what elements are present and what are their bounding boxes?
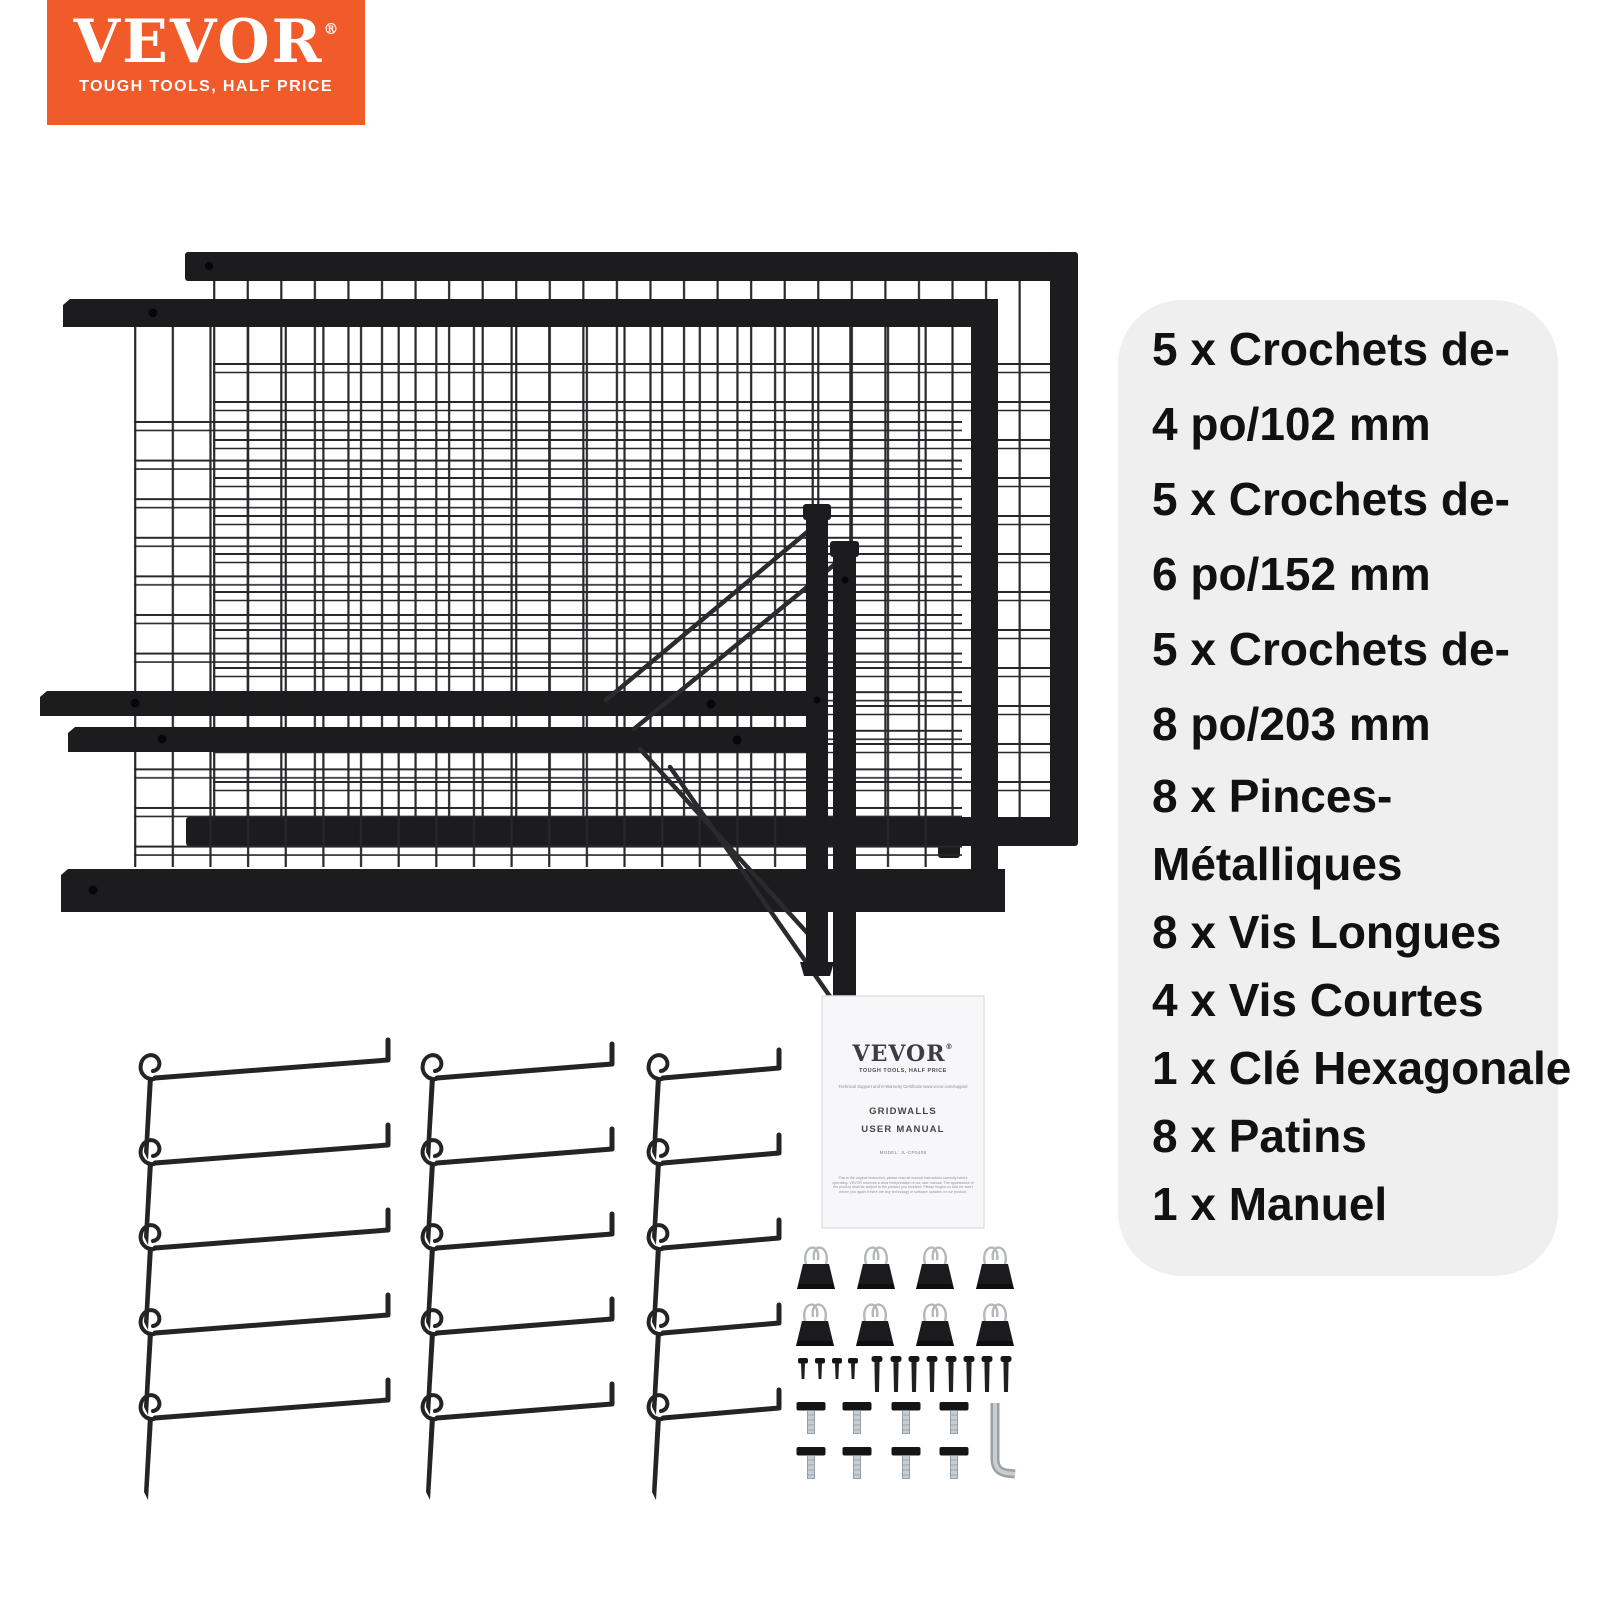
user-manual-text xyxy=(823,997,983,1227)
levelling-feet xyxy=(797,1402,969,1479)
hook-4in xyxy=(649,1050,779,1160)
parts-list-line: 8 x Patins xyxy=(1152,1110,1367,1162)
manual-brand: VEVOR® xyxy=(852,1041,954,1067)
parts-list-line: 8 x Pinces- xyxy=(1152,770,1393,822)
gridwall-panel-front xyxy=(61,299,1005,912)
hook-4in xyxy=(649,1135,779,1245)
parts-list-line: 5 x Crochets de- xyxy=(1152,473,1510,525)
registered-mark-icon: ® xyxy=(323,20,339,38)
long-screws xyxy=(872,1356,1012,1392)
hook-8in xyxy=(141,1295,388,1415)
registered-mark-icon: ® xyxy=(945,1042,954,1051)
parts-list-line: 5 x Crochets de- xyxy=(1152,623,1510,675)
brand-tagline: TOUGH TOOLS, HALF PRICE xyxy=(79,78,333,95)
hook-8in xyxy=(141,1210,388,1330)
hook-6in xyxy=(423,1214,612,1330)
manual-support-line: Technical Support and E-Warranty Certificate www.vevor.com/support xyxy=(838,1084,968,1089)
manual-title: GRIDWALLS xyxy=(869,1106,937,1117)
display-hooks xyxy=(141,1040,779,1500)
parts-list-line: 4 x Vis Courtes xyxy=(1152,974,1484,1026)
hook-6in xyxy=(423,1384,612,1500)
parts-list-line: Métalliques xyxy=(1152,838,1403,890)
manual-tagline: TOUGH TOOLS, HALF PRICE xyxy=(859,1068,947,1074)
short-screws xyxy=(798,1358,858,1379)
parts-list-panel xyxy=(1118,300,1572,1276)
manual-model: MODEL: JL-CP0408 xyxy=(879,1150,927,1155)
hex-key xyxy=(995,1403,1015,1474)
parts-list-line: 1 x Manuel xyxy=(1152,1178,1388,1230)
brand-name: VEVOR® xyxy=(73,7,339,77)
parts-list-line: 5 x Crochets de- xyxy=(1152,323,1510,375)
parts-list-line: 1 x Clé Hexagonale xyxy=(1152,1042,1572,1094)
hook-4in xyxy=(649,1305,779,1415)
parts-list-line: 8 po/203 mm xyxy=(1152,698,1431,750)
parts-list-line: 6 po/152 mm xyxy=(1152,548,1431,600)
hook-6in xyxy=(423,1129,612,1245)
hook-8in xyxy=(141,1040,388,1160)
metal-clips xyxy=(796,1248,1014,1346)
parts-list-line: 8 x Vis Longues xyxy=(1152,906,1502,958)
manual-subtitle: USER MANUAL xyxy=(861,1124,945,1135)
parts-list-line: 4 po/102 mm xyxy=(1152,398,1431,450)
brand-logo xyxy=(47,0,365,125)
hook-4in xyxy=(649,1220,779,1330)
hook-4in xyxy=(649,1390,779,1500)
hook-8in xyxy=(141,1380,388,1500)
hook-6in xyxy=(423,1299,612,1415)
manual-fine-print: This is the original instruction, please read all manual instructions carefully before operating. VEVOR reserves a clear interpretation of our user manual. The appearance of the product shall be subject to the product you received. Please forgive us that we won't inform you again if there are any technology or software updates on our product. xyxy=(832,1176,974,1195)
hook-6in xyxy=(423,1044,612,1160)
hook-8in xyxy=(141,1125,388,1245)
